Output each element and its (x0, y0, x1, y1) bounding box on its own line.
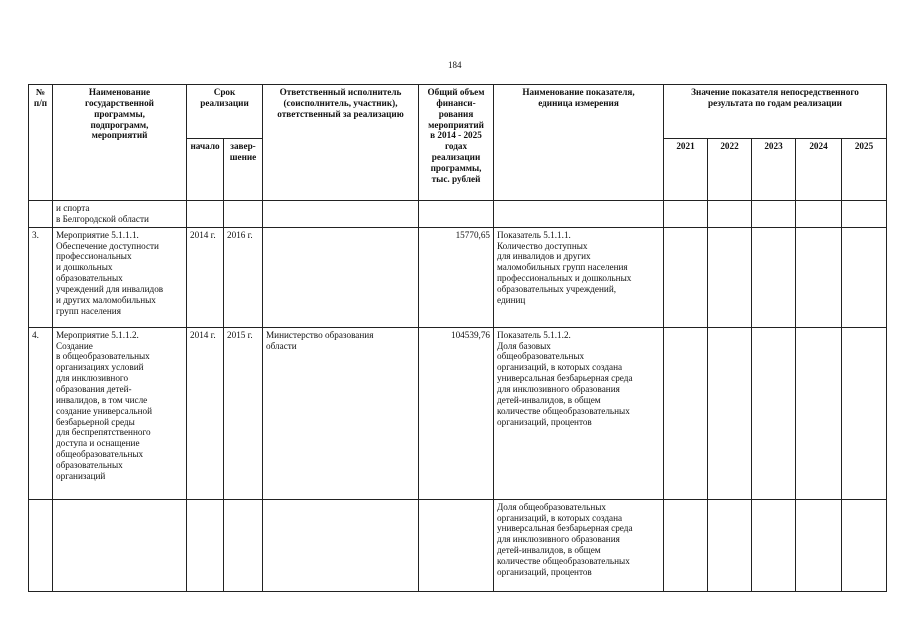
row-indicator (494, 201, 664, 228)
row-name (53, 499, 187, 591)
row-value-2022 (708, 201, 752, 228)
page-number: 184 (448, 60, 462, 70)
row-value-2021 (664, 499, 708, 591)
program-table (28, 84, 887, 592)
row-number: 3. (29, 227, 53, 327)
row-value-2024 (796, 201, 842, 228)
row-value-2025 (842, 201, 887, 228)
row-indicator: Показатель 5.1.1.1. Количество доступных для инвалидов и других маломобильных групп населения профессиональных и дошкольных образовательных учреждений, единиц (494, 227, 664, 327)
row-name: Мероприятие 5.1.1.2. Создание в общеобразовательных организациях условий для инклюзивного образования детей- инвалидов, в том числе создание универсальной безбарьерной среды для беспрепятственного доступа и оснащение общеобразовательных образовательных организаций (53, 327, 187, 499)
header-year-2022: 2022 (708, 139, 752, 201)
row-end (224, 499, 263, 591)
header-period-start: начало (187, 139, 224, 201)
header-row-1 (29, 85, 887, 139)
table-row (29, 499, 887, 591)
row-start (187, 201, 224, 228)
header-year-2021: 2021 (664, 139, 708, 201)
row-value-2023 (752, 201, 796, 228)
row-start: 2014 г. (187, 327, 224, 499)
row-value-2022 (708, 227, 752, 327)
row-responsible (263, 499, 419, 591)
row-number: 4. (29, 327, 53, 499)
row-start (187, 499, 224, 591)
header-values: Значение показателя непосредственного результата по годам реализации (664, 85, 887, 139)
row-indicator: Показатель 5.1.1.2. Доля базовых общеобразовательных организаций, в которых создана универсальная безбарьерная среда для инклюзивного образования детей-инвалидов, в общем количестве общеобразовательных организаций, процентов (494, 327, 664, 499)
row-funding: 15770,65 (419, 227, 494, 327)
row-responsible (263, 227, 419, 327)
header-period-end: завер- шение (224, 139, 263, 201)
row-value-2021 (664, 201, 708, 228)
row-end (224, 201, 263, 228)
row-value-2021 (664, 327, 708, 499)
row-value-2023 (752, 327, 796, 499)
row-value-2023 (752, 499, 796, 591)
row-value-2022 (708, 327, 752, 499)
header-responsible: Ответственный исполнитель (соисполнитель, участник), ответственный за реализацию (263, 85, 419, 201)
row-end: 2015 г. (224, 327, 263, 499)
row-name: и спорта в Белгородской области (53, 201, 187, 228)
header-number: № п/п (29, 85, 53, 201)
row-value-2023 (752, 227, 796, 327)
row-indicator: Доля общеобразовательных организаций, в которых создана универсальная безбарьерная среда для инклюзивного образования детей-инвалидов, в общем количестве общеобразовательных организаций, процентов (494, 499, 664, 591)
header-year-2024: 2024 (796, 139, 842, 201)
row-number (29, 201, 53, 228)
row-value-2025 (842, 227, 887, 327)
row-funding (419, 201, 494, 228)
row-name: Мероприятие 5.1.1.1. Обеспечение доступности профессиональных и дошкольных образовательных учреждений для инвалидов и других маломобильных групп населения (53, 227, 187, 327)
row-value-2025 (842, 499, 887, 591)
row-number (29, 499, 53, 591)
header-name: Наименование государственной программы, подпрограмм, мероприятий (53, 85, 187, 201)
table-row (29, 227, 887, 327)
row-value-2025 (842, 327, 887, 499)
header-funding: Общий объем финанси- рования мероприятий в 2014 - 2025 годах реализации программы, тыс. рублей (419, 85, 494, 201)
row-end: 2016 г. (224, 227, 263, 327)
row-value-2024 (796, 327, 842, 499)
table-row (29, 201, 887, 228)
row-responsible (263, 201, 419, 228)
header-year-2025: 2025 (842, 139, 887, 201)
row-value-2022 (708, 499, 752, 591)
row-start: 2014 г. (187, 227, 224, 327)
table-row (29, 327, 887, 499)
header-indicator: Наименование показателя, единица измерения (494, 85, 664, 201)
row-funding (419, 499, 494, 591)
row-value-2021 (664, 227, 708, 327)
header-year-2023: 2023 (752, 139, 796, 201)
header-period: Срок реализации (187, 85, 263, 139)
row-value-2024 (796, 499, 842, 591)
row-funding: 104539,76 (419, 327, 494, 499)
row-responsible: Министерство образования области (263, 327, 419, 499)
row-value-2024 (796, 227, 842, 327)
